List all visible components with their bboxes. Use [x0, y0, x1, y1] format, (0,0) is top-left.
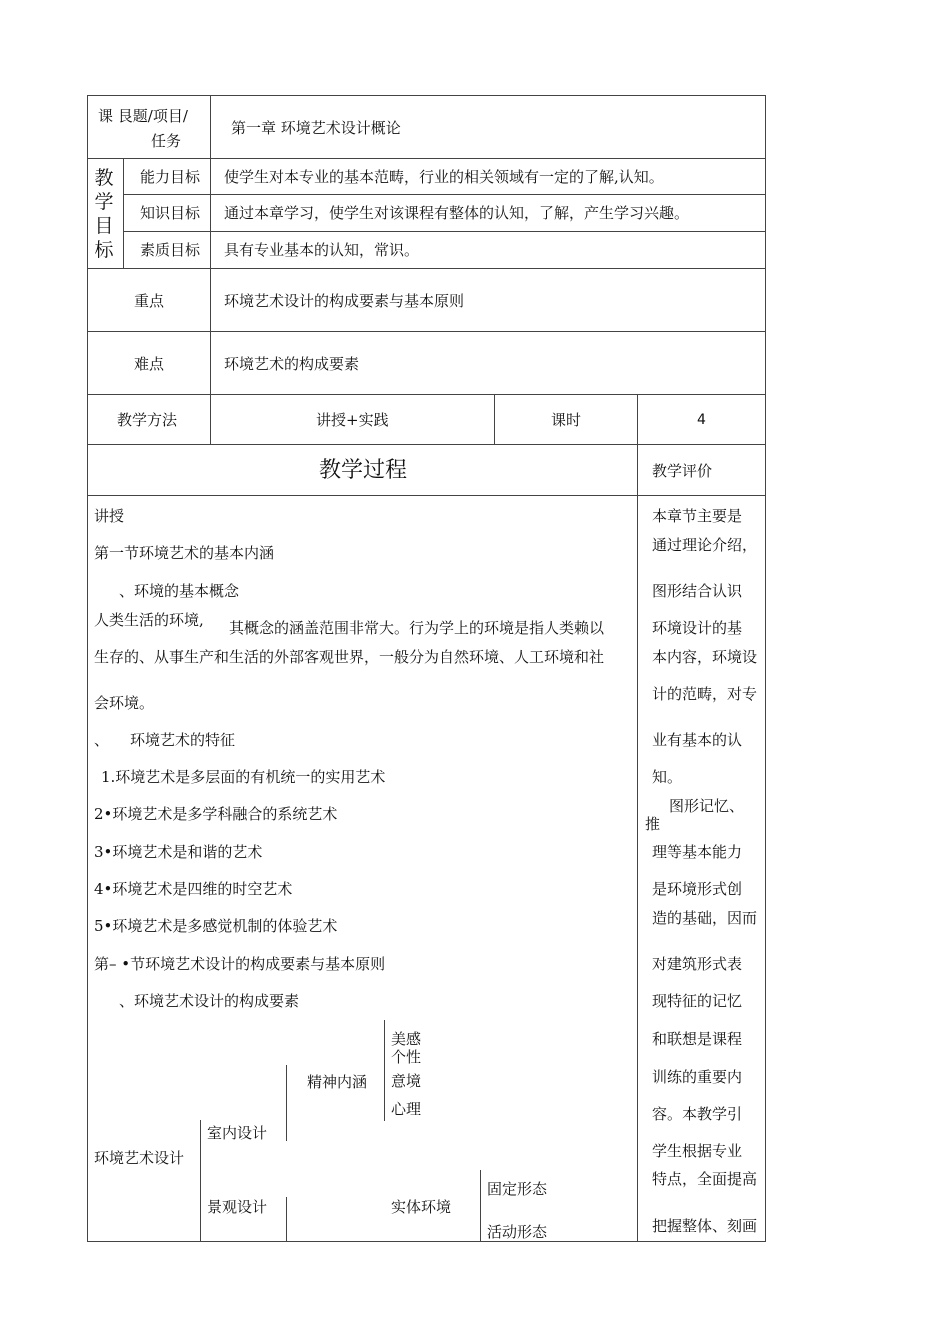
evaluation-label: 教学评价 — [652, 462, 713, 480]
objectives-group-label: 教学目标 — [94, 167, 114, 261]
method-value: 讲授+实践 — [316, 411, 389, 429]
hours-value: 4 — [697, 412, 706, 428]
process-line: 其概念的涵盖范围非常大。行为学上的环境是指人类赖以 — [229, 619, 605, 637]
row-divider — [87, 444, 766, 445]
evaluation-line: 学生根据专业 — [652, 1142, 743, 1160]
process-line: 、环境的基本概念 — [119, 582, 240, 600]
diagram-physical-item: 固定形态 — [487, 1180, 548, 1198]
evaluation-line: 把握整体、刻画 — [652, 1217, 758, 1235]
diagram-physical-item: 活动形态 — [487, 1223, 548, 1241]
diagram-bracket — [286, 1197, 287, 1241]
process-line: 生存的、从事生产和生活的外部客观世界，一般分为自然环境、人工环境和社 — [94, 648, 605, 666]
row-divider — [123, 194, 766, 195]
objective-value-ability: 使学生对本专业的基本范畴，行业的相关领域有一定的了解,认知。 — [224, 168, 664, 186]
row-divider — [87, 158, 766, 159]
diagram-bracket — [480, 1170, 481, 1241]
evaluation-line: 特点，全面提高 — [652, 1170, 758, 1188]
diagram-landscape: 景观设计 — [207, 1198, 268, 1216]
difficulty-label: 难点 — [134, 355, 165, 373]
process-line: 讲授 — [94, 507, 125, 525]
evaluation-line: 训练的重要内 — [652, 1068, 743, 1086]
row-divider — [87, 331, 766, 332]
process-title: 教学过程 — [319, 458, 408, 483]
row-divider — [87, 394, 766, 395]
method-label: 教学方法 — [117, 411, 178, 429]
col-divider — [123, 158, 124, 268]
evaluation-line: 图形结合认识 — [652, 582, 743, 600]
diagram-bracket — [384, 1020, 385, 1121]
evaluation-line: 环境设计的基 — [652, 619, 743, 637]
course-title: 第一章 环境艺术设计概论 — [231, 119, 401, 137]
evaluation-line: 本内容，环境设 — [652, 648, 758, 666]
course-label-line2: 任务 — [151, 132, 182, 150]
process-line: 、环境艺术设计的构成要素 — [119, 992, 300, 1010]
col-divider — [210, 95, 211, 445]
evaluation-line: 业有基本的认 — [652, 731, 743, 749]
objective-label-quality: 素质目标 — [140, 241, 201, 259]
diagram-spiritual-item: 心理 — [391, 1100, 422, 1118]
process-line: 会环境。 — [94, 694, 155, 712]
diagram-physical: 实体环境 — [391, 1198, 452, 1216]
evaluation-line: 现特征的记忆 — [652, 992, 743, 1010]
table-border-left — [87, 95, 88, 1242]
evaluation-line: 图形记忆、推 — [645, 797, 745, 833]
row-divider — [87, 495, 766, 496]
objective-value-quality: 具有专业基本的认知，常识。 — [224, 241, 420, 259]
process-line: 2•环境艺术是多学科融合的系统艺术 — [94, 805, 338, 823]
evaluation-line: 本章节主要是 — [652, 507, 743, 525]
process-line: 、 — [94, 731, 110, 749]
course-label-line1: 课 艮题/项目/ — [98, 107, 188, 125]
key-point-label: 重点 — [134, 292, 165, 310]
objective-label-ability: 能力目标 — [140, 168, 201, 186]
evaluation-line: 理等基本能力 — [652, 843, 743, 861]
evaluation-line: 计的范畴，对专 — [652, 685, 758, 703]
process-line: 环境艺术的特征 — [130, 731, 236, 749]
process-line: 1.环境艺术是多层面的有机统一的实用艺术 — [101, 768, 386, 786]
evaluation-line: 容。本教学引 — [652, 1105, 743, 1123]
col-divider — [637, 394, 638, 1242]
process-line: 3•环境艺术是和谐的艺术 — [94, 843, 263, 861]
difficulty-value: 环境艺术的构成要素 — [224, 355, 360, 373]
row-divider — [123, 231, 766, 232]
row-divider — [87, 268, 766, 269]
evaluation-line: 知。 — [652, 768, 683, 786]
diagram-bracket — [200, 1120, 201, 1241]
table-border-right — [765, 95, 766, 1242]
evaluation-line: 和联想是课程 — [652, 1030, 743, 1048]
objective-value-knowledge: 通过本章学习，使学生对该课程有整体的认知，了解，产生学习兴趣。 — [224, 204, 690, 222]
evaluation-line: 通过理论介绍， — [652, 536, 758, 554]
diagram-interior: 室内设计 — [207, 1124, 268, 1142]
process-line: 5•环境艺术是多感觉机制的体验艺术 — [94, 917, 338, 935]
diagram-spiritual-item: 美感 — [391, 1030, 422, 1048]
process-line: 4•环境艺术是四维的时空艺术 — [94, 880, 293, 898]
diagram-spiritual-item: 意境 — [391, 1072, 422, 1090]
process-line: 第– •节环境艺术设计的构成要素与基本原则 — [94, 955, 386, 973]
key-point-value: 环境艺术设计的构成要素与基本原则 — [224, 292, 465, 310]
evaluation-line: 是环境形式创 — [652, 880, 743, 898]
diagram-spiritual-item: 个性 — [391, 1048, 422, 1066]
evaluation-line: 造的基础，因而 — [652, 909, 758, 927]
diagram-root: 环境艺术设计 — [94, 1149, 185, 1167]
table-border-bottom — [87, 1241, 766, 1242]
diagram-bracket — [286, 1065, 287, 1141]
col-divider — [494, 394, 495, 444]
process-line: 第一节环境艺术的基本内涵 — [94, 544, 275, 562]
objective-label-knowledge: 知识目标 — [140, 204, 201, 222]
diagram-spiritual: 精神内涵 — [307, 1073, 368, 1091]
process-line: 人类生活的环境, — [94, 611, 204, 629]
hours-label: 课时 — [551, 411, 582, 429]
evaluation-line: 对建筑形式表 — [652, 955, 743, 973]
table-border-top — [87, 95, 766, 96]
